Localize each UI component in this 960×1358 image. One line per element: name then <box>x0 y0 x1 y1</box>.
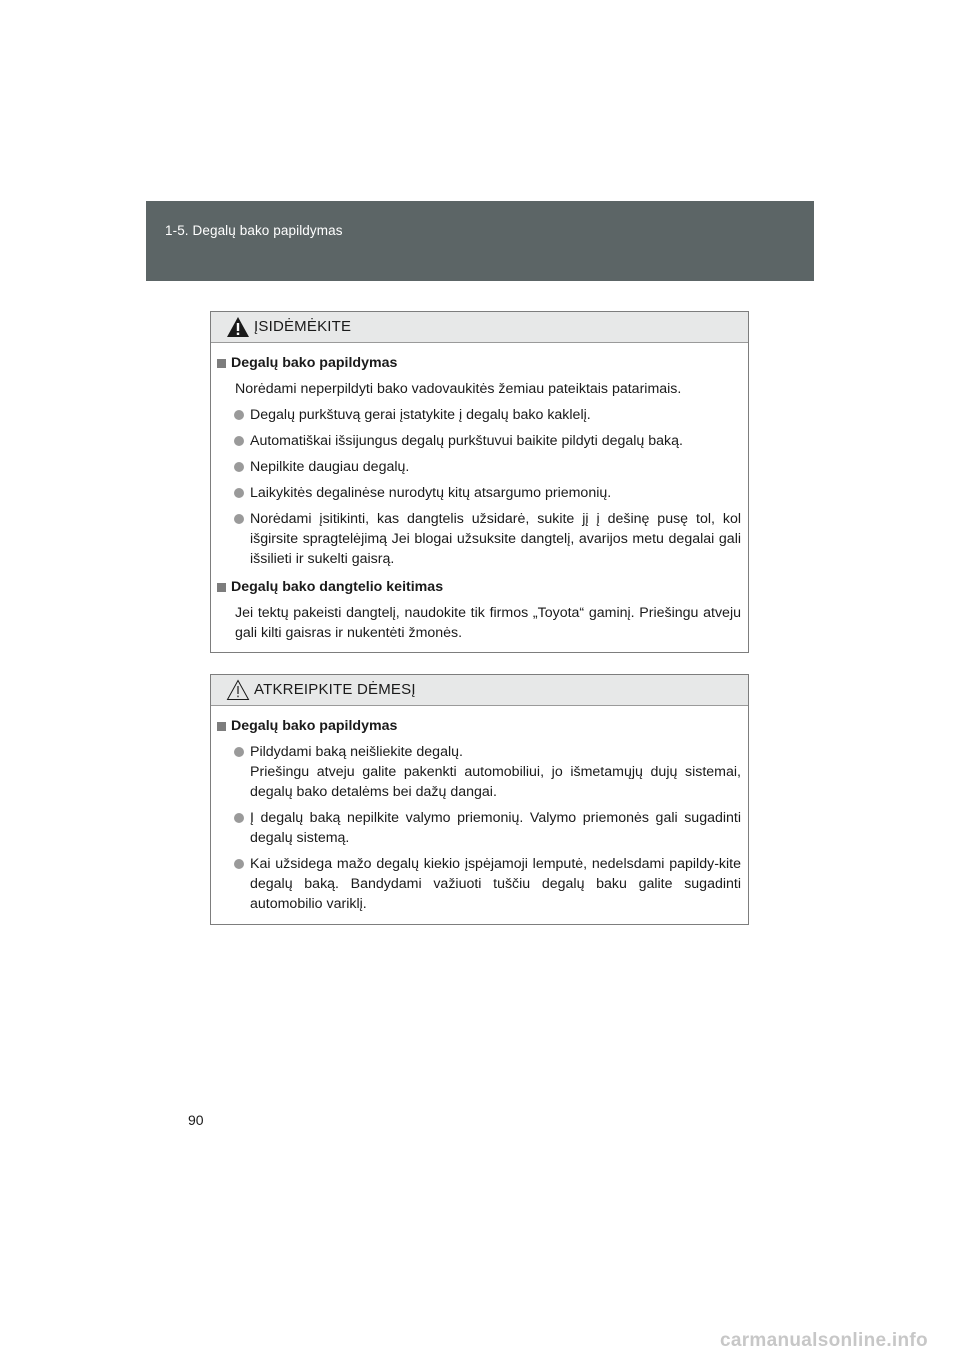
notice-title: ATKREIPKITE DĖMESĮ <box>254 681 416 698</box>
notice-icon <box>226 679 250 701</box>
round-bullet-icon <box>234 747 244 757</box>
caution-intro: Norėdami neperpildyti bako vadovaukitės žemiau pateiktais patarimais. <box>235 381 682 397</box>
square-bullet-icon <box>217 359 226 368</box>
section-header <box>146 201 814 281</box>
round-bullet-icon <box>234 813 244 823</box>
list-item: Pildydami baką neišliekite degalų. Priešingu atveju galite pakenkti automobiliui, jo išmetamųjų dujų sistemai, degalų bako detalėms bei dažų dangai. <box>234 742 741 802</box>
list-item: Nepilkite daugiau degalų. <box>234 457 741 477</box>
round-bullet-icon <box>234 514 244 524</box>
section-title: 1-5. Degalų bako papildymas <box>165 223 343 238</box>
caution-intro: Jei tektų pakeisti dangtelį, naudokite tik firmos „Toyota“ gaminį. Priešingu atveju gali kilti gaisras ir nukentėti žmonės. <box>235 605 741 641</box>
round-bullet-icon <box>234 410 244 420</box>
caution-section-title: Degalų bako dangtelio keitimas <box>217 577 741 597</box>
notice-header <box>211 675 748 706</box>
caution-header <box>211 312 748 343</box>
round-bullet-icon <box>234 488 244 498</box>
list-item: Norėdami įsitikinti, kas dangtelis užsidarė, sukite jį į dešinę pusę tol, kol išgirsite spragtelėjimą Jei blogai užsuksite dangtelį, avarijos metu degalai gali išsilieti ir sukelti gaisrą. <box>234 509 741 569</box>
list-item: Laikykitės degalinėse nurodytų kitų atsargumo priemonių. <box>234 483 741 503</box>
round-bullet-icon <box>234 859 244 869</box>
notice-box <box>210 674 749 925</box>
list-item: Degalų purkštuvą gerai įstatykite į degalų bako kaklelį. <box>234 405 741 425</box>
list-item: Kai užsidega mažo degalų kiekio įspėjamoji lemputė, nedelsdami papildy-kite degalų baką. Bandydami važiuoti tuščiu degalų baku galite sugadinti automobilio variklį. <box>234 854 741 914</box>
round-bullet-icon <box>234 462 244 472</box>
square-bullet-icon <box>217 722 226 731</box>
caution-box <box>210 311 749 653</box>
notice-section-title: Degalų bako papildymas <box>217 716 741 736</box>
square-bullet-icon <box>217 583 226 592</box>
caution-title: ĮSIDĖMĖKITE <box>254 318 352 335</box>
list-item: Automatiškai išsijungus degalų purkštuvui baikite pildyti degalų baką. <box>234 431 741 451</box>
round-bullet-icon <box>234 436 244 446</box>
list-item: Į degalų baką nepilkite valymo priemonių. Valymo priemonės gali sugadinti degalų sistemą. <box>234 808 741 848</box>
watermark: carmanualsonline.info <box>720 1330 928 1351</box>
warning-icon <box>226 316 250 338</box>
page-number: 90 <box>188 1112 204 1128</box>
caution-section-title: Degalų bako papildymas <box>217 353 741 373</box>
